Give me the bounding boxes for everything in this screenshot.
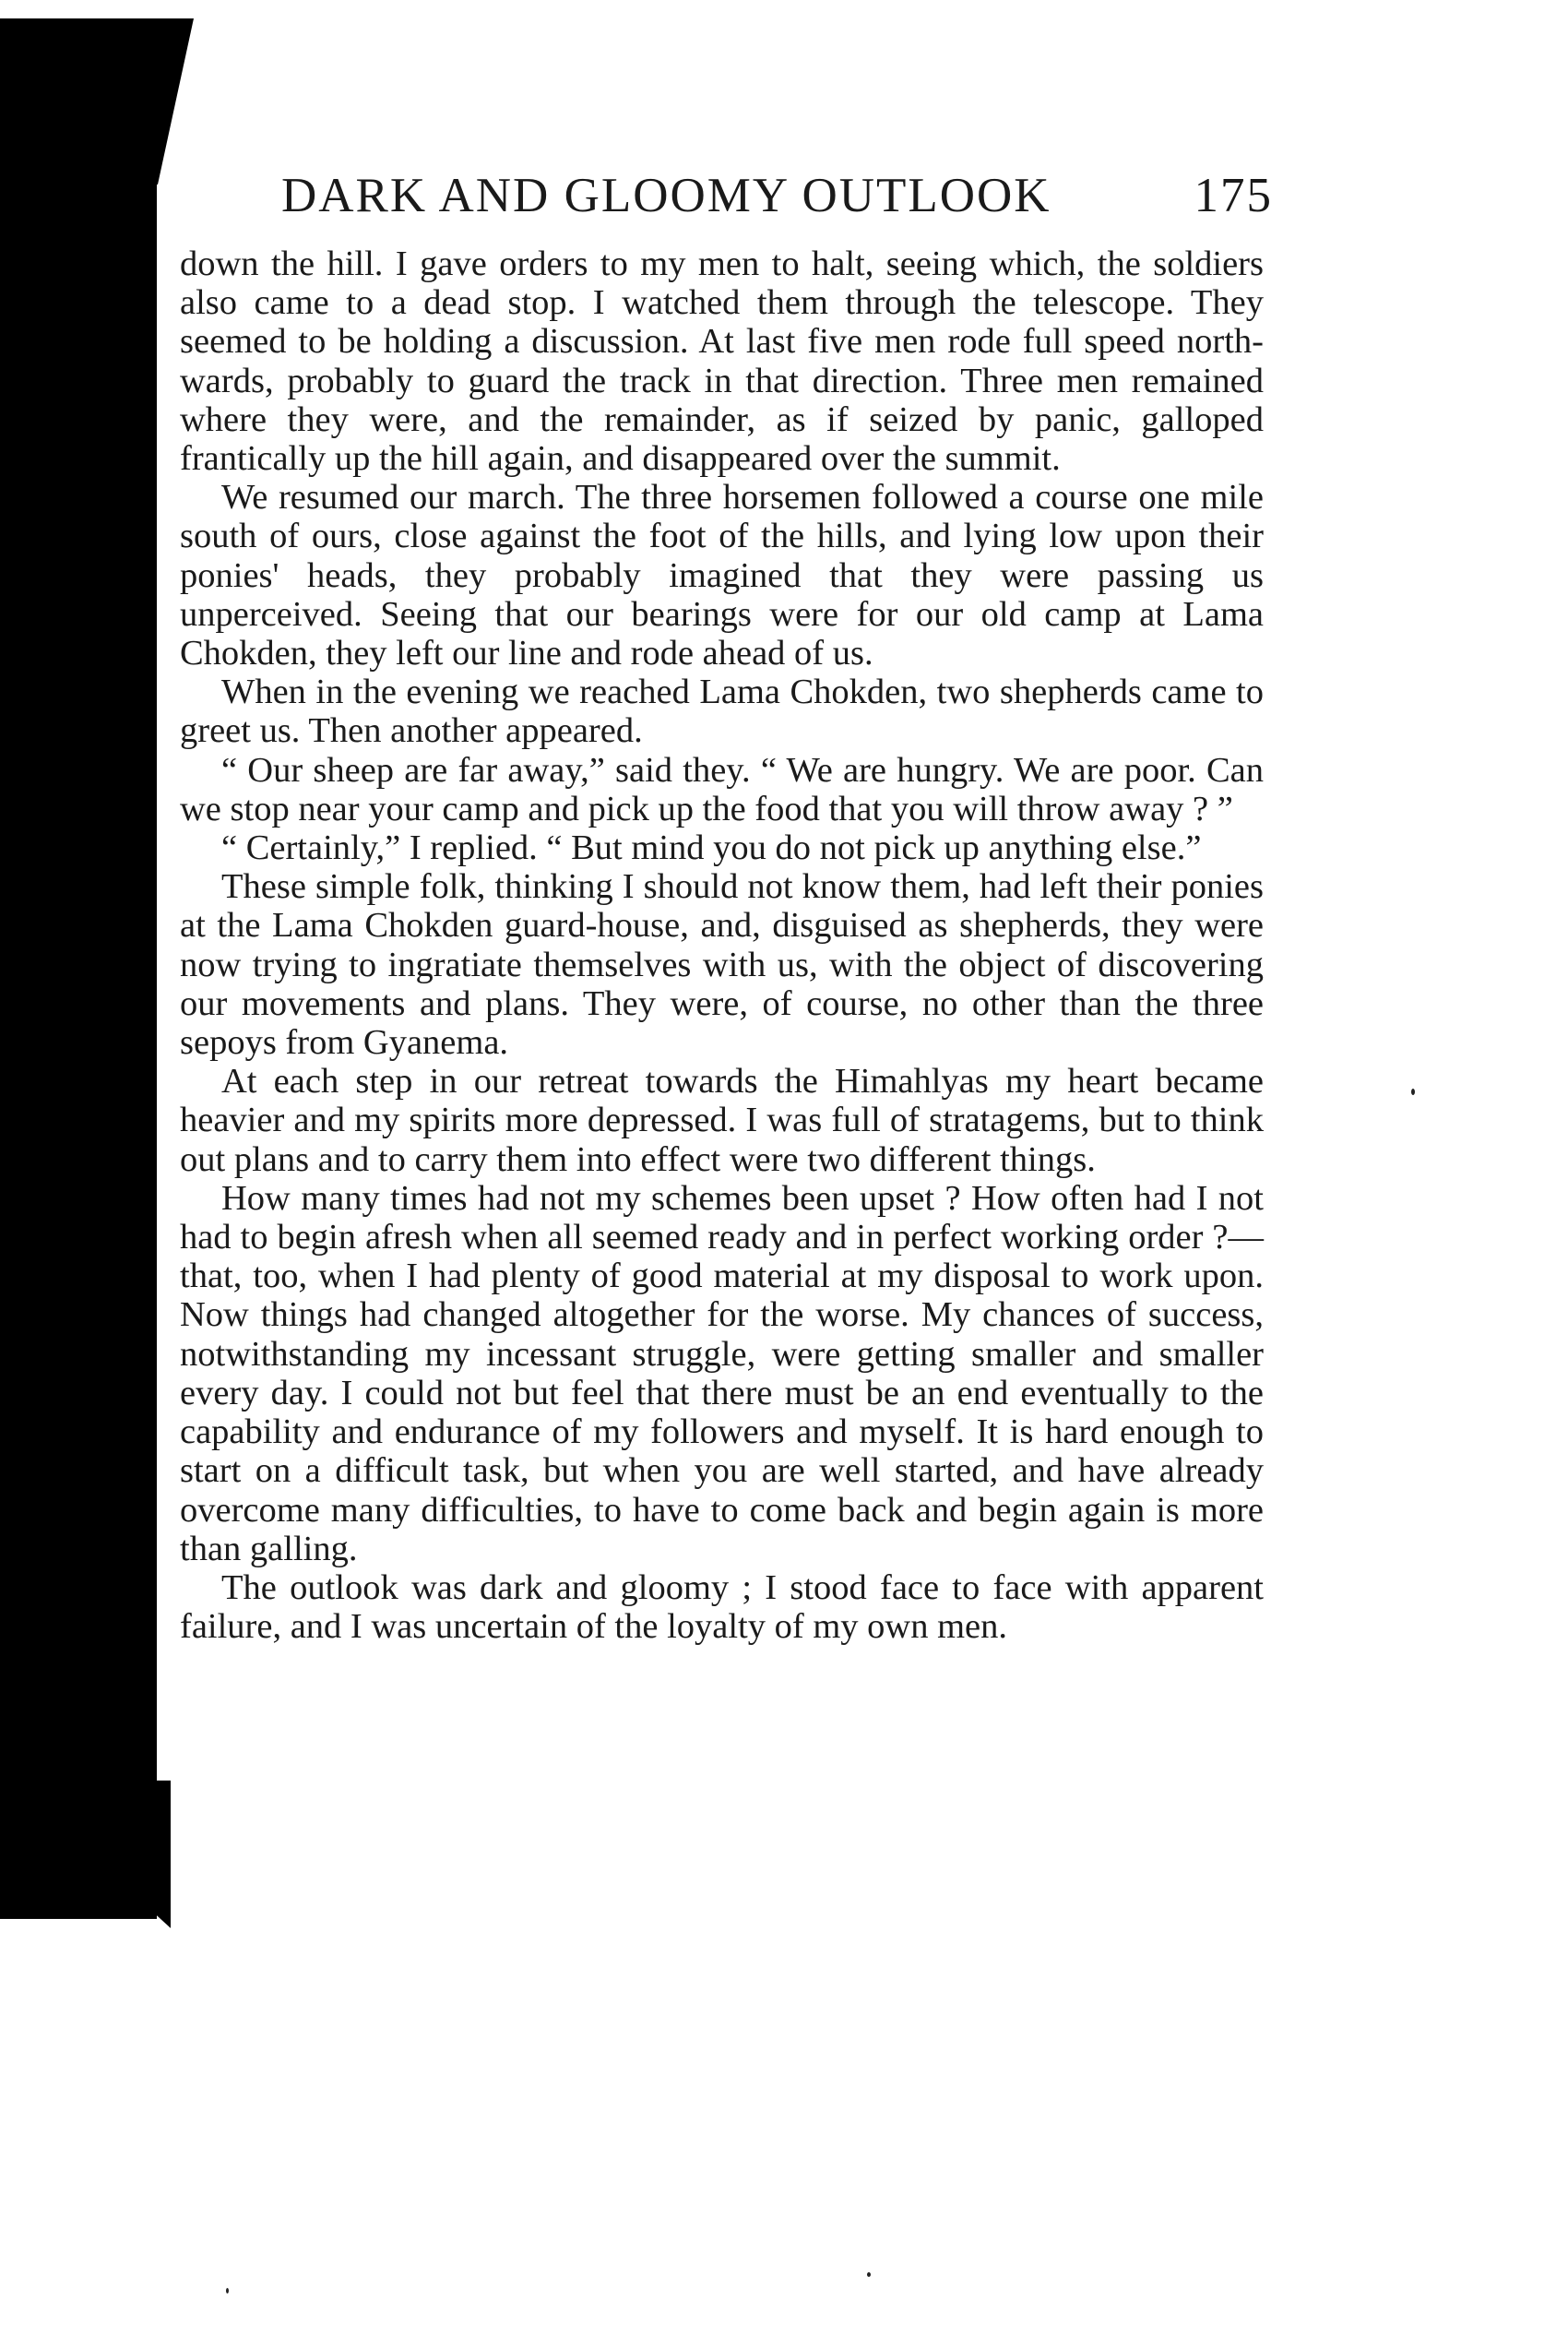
paragraph: down the hill. I gave orders to my men to halt, seeing which, the soldiers also came to a dead stop. I watched them through the telescope. They seemed to be holding a discussion. At last five men rode full speed northwards, probably to guard the track in that direction. Three men remained where they were, and the remainder, as if seized by panic, galloped frantically up the hill again, and disappeared over the summit.: [180, 244, 1264, 479]
ink-speck: [867, 2272, 871, 2277]
page-number: 175: [1194, 169, 1273, 222]
paragraph: These simple folk, thinking I should not know them, had left their ponies at the Lama Chokden guard-house, and, disguised as shepherds, they were now trying to ingratiate themselves with us, with the object of discovering our movements and plans. They were, of course, no other than the three sepoys from Gyanema.: [180, 867, 1264, 1063]
paragraph: We resumed our march. The three horsemen followed a course one mile south of ours, close against the foot of the hills, and lying low upon their ponies' heads, they probably imagined that they were passing us unperceived. Seeing that our bearings were for our old camp at Lama Chokden, they left our line and rode ahead of us.: [180, 478, 1264, 673]
binding-shadow: [0, 18, 157, 1919]
running-head: [281, 168, 1273, 232]
paragraph: At each step in our retreat towards the Himahlyas my heart became heavier and my spirits more depressed. I was full of stratagems, but to think out plans and to carry them into effect were two different things.: [180, 1062, 1264, 1179]
body-text: [180, 244, 1264, 1646]
binding-shadow-top: [138, 18, 194, 185]
paragraph: How many times had not my schemes been upset ? How often had I not had to begin afresh when all seemed ready and in perfect working order ?—that, too, when I had plenty of good material at my disposal to work upon. Now things had changed altogether for the worse. My chances of success, notwithstanding my incessant struggle, were getting smaller and smaller every day. I could not but feel that there must be an end eventually to the capability and endurance of my followers and myself. It is hard enough to start on a difficult task, but when you are well started, and have already overcome many difficulties, to have to come back and begin again is more than galling.: [180, 1178, 1264, 1568]
paragraph: “ Our sheep are far away,” said they. “ We are hungry. We are poor. Can we stop near your camp and pick up the food that you will throw away ? ”: [180, 750, 1264, 828]
paragraph: When in the evening we reached Lama Chokden, two shepherds came to greet us. Then another appeared.: [180, 673, 1264, 751]
running-title: DARK AND GLOOMY OUTLOOK: [281, 169, 1051, 222]
paragraph: The outlook was dark and gloomy ; I stood face to face with apparent failure, and I was uncertain of the loyalty of my own men.: [180, 1567, 1264, 1647]
ink-speck: [226, 2288, 229, 2293]
ink-speck: [1411, 1089, 1415, 1095]
paragraph: “ Certainly,” I replied. “ But mind you do not pick up anything else.”: [221, 828, 1202, 868]
